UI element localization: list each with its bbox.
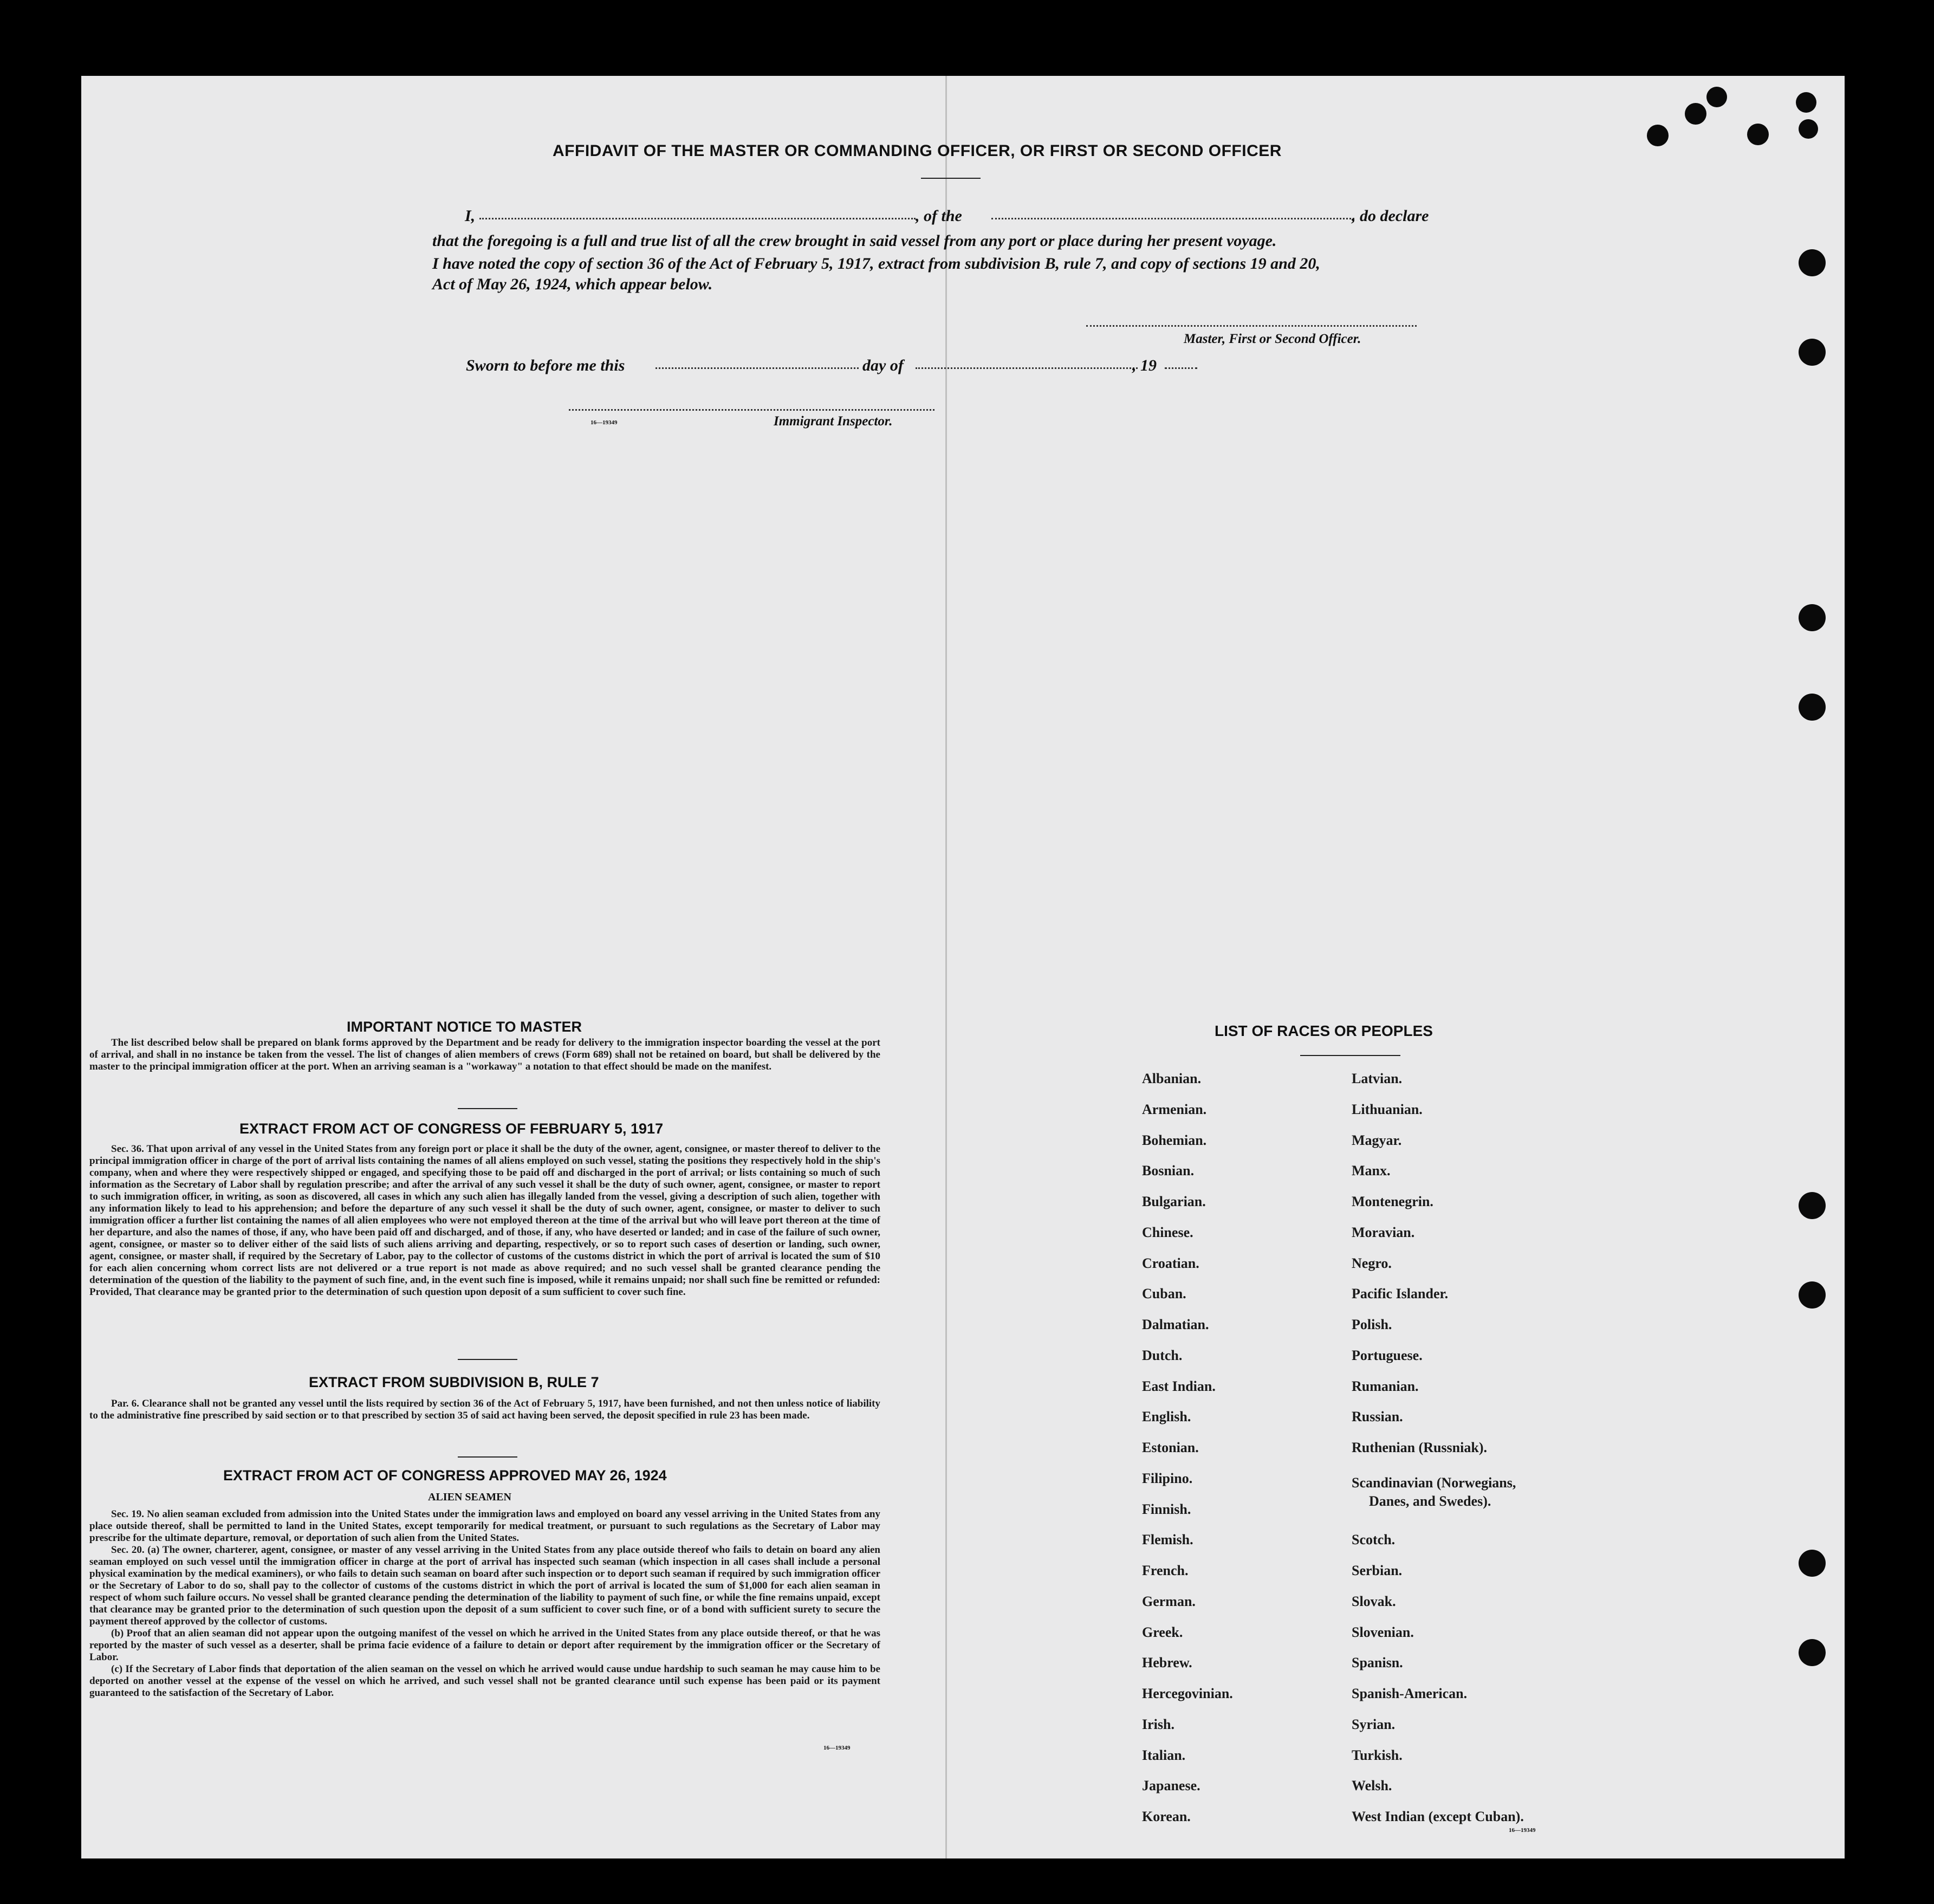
affidavit-line3: I have noted the copy of section 36 of the Act of February 5, 1917, extract from subdivision B, rule 7, and copy of sections 19 and 20, — [432, 255, 1320, 273]
race-item: Spanisn. — [1352, 1655, 1403, 1670]
form-number: 16—19349 — [590, 419, 618, 426]
race-item: Flemish. — [1142, 1532, 1193, 1547]
races-title: LIST OF RACES OR PEOPLES — [1215, 1022, 1433, 1039]
extract-1924-body — [89, 1508, 880, 1699]
punch-hole — [1799, 1192, 1826, 1219]
year-label: , 19 — [1132, 357, 1157, 374]
race-item: Hebrew. — [1142, 1655, 1192, 1670]
divider — [458, 1456, 517, 1458]
race-item: Estonian. — [1142, 1440, 1199, 1455]
center-fold — [945, 76, 947, 1858]
punch-hole — [1747, 124, 1769, 145]
affidavit-i: I, — [465, 207, 476, 225]
section-20c: (c) If the Secretary of Labor finds that deportation of the alien seaman on the vessel on which he arrived would cause undue hardship to such seaman he may cause him to be deported on another vessel at the expense of the vessel on which he arrived, and such vessel shall not be granted clearance until such expense has been paid or its payment guaranteed to the satisfaction of the Secretary of Labor. — [89, 1663, 880, 1699]
extract-1917-title: EXTRACT FROM ACT OF CONGRESS OF FEBRUARY 5, 1917 — [239, 1121, 664, 1137]
form-number: 16—19349 — [1509, 1827, 1536, 1834]
punch-hole — [1799, 694, 1826, 721]
punch-hole — [1647, 125, 1669, 146]
race-item: Rumanian. — [1352, 1378, 1419, 1394]
race-item: Manx. — [1352, 1163, 1391, 1178]
punch-hole — [1799, 339, 1826, 366]
race-item: Bosnian. — [1142, 1163, 1195, 1178]
race-item: Greek. — [1142, 1624, 1183, 1640]
section-19: Sec. 19. No alien seaman excluded from admission into the United States under the immigration laws and employed on board any vessel arriving in the United States from any place outside thereof, shall be permitted to land in the United States, except temporarily for medical treatment, or pursuant to such regulations as the Secretary of Labor may prescribe for the ultimate departure, removal, or deportation of such alien from the United States. — [89, 1508, 880, 1544]
race-item: Bulgarian. — [1142, 1194, 1206, 1209]
race-item: East Indian. — [1142, 1378, 1216, 1394]
sworn-label: Sworn to before me this — [466, 357, 625, 374]
punch-hole — [1799, 1639, 1826, 1666]
race-item: Armenian. — [1142, 1102, 1207, 1117]
race-item: Latvian. — [1352, 1071, 1403, 1086]
race-item: Russian. — [1352, 1409, 1403, 1424]
day-of-label: day of — [862, 357, 904, 374]
race-item: Korean. — [1142, 1809, 1191, 1824]
race-item: English. — [1142, 1409, 1191, 1424]
race-item: Cuban. — [1142, 1286, 1186, 1301]
race-item: Spanish-American. — [1352, 1686, 1468, 1701]
master-signature-label: Master, First or Second Officer. — [1184, 332, 1361, 346]
punch-hole — [1799, 249, 1826, 276]
inspector-label: Immigrant Inspector. — [774, 414, 893, 429]
year-blank[interactable] — [1165, 367, 1197, 369]
race-item: Hercegovinian. — [1142, 1686, 1233, 1701]
race-item: Lithuanian. — [1352, 1102, 1423, 1117]
race-item: Scandinavian (Norwegians, — [1352, 1475, 1516, 1491]
extract-1917-body: Sec. 36. That upon arrival of any vessel in the United States from any foreign port or place it shall be the duty of the owner, agent, consignee, or master thereof to deliver to the principal immigration officer in charge of the port of arrival lists containing the names of all aliens employed on such vessel, stating the positions they respectively hold in the ship's company, when and where they were respectively shipped or engaged, and specifying those to be paid off and discharged in the port of arrival; or lists containing so much of such information as the Secretary of Labor shall by regulation prescribe; and after the arrival of any such vessel it shall be the duty of such owner, agent, consignee, or master to report to such immigration officer, in writing, as soon as discovered, all cases in which any such alien has illegally landed from the vessel, giving a description of such alien, together with any information likely to lead to his apprehension; and before the departure of any such vessel it shall be the duty of such owner, agent, consignee, or master to deliver to such immigration officer a further list containing the names of all alien employees who were not employed thereon at the time of the arrival but who will leave port thereon at the time of her departure, and also the names of those, if any, who have been paid off and discharged, and of those, if any, who have deserted or landed; and in case of the failure of such owner, agent, consignee, or master so to deliver either of the said lists of such aliens arriving and departing, respectively, or so to report such cases of desertion or landing, such owner, agent, consignee, or master shall, if required by the Secretary of Labor, pay to the collector of customs of the customs district in which the port of arrival is located the sum of $10 for each alien concerning whom correct lists are not delivered or a true report is not made as above required; and no such vessel shall be granted clearance pending the determination of the question of the liability to the payment of such fine, and, in the event such fine is imposed, while it remains unpaid; nor shall such fine be remitted or refunded: Provided, That clearance may be granted prior to the determination of such question upon deposit of a sum sufficient to cover such fine. — [89, 1143, 880, 1298]
divider — [1300, 1055, 1400, 1056]
punch-hole — [1799, 1550, 1826, 1577]
race-item: Danes, and Swedes). — [1369, 1493, 1491, 1509]
punch-hole — [1796, 92, 1816, 113]
master-signature-line[interactable] — [1086, 325, 1417, 327]
race-item: Syrian. — [1352, 1717, 1396, 1732]
affidavit-of-the: , of the — [916, 207, 962, 225]
sworn-month-blank[interactable] — [916, 367, 1138, 369]
extract-1924-subtitle: ALIEN SEAMEN — [428, 1491, 511, 1503]
race-item: Filipino. — [1142, 1471, 1193, 1486]
race-item: German. — [1142, 1594, 1196, 1609]
race-item: Albanian. — [1142, 1071, 1202, 1086]
punch-hole — [1799, 1281, 1826, 1309]
race-item: Portuguese. — [1352, 1348, 1423, 1363]
name-blank[interactable] — [479, 218, 916, 219]
extract-1924-title: EXTRACT FROM ACT OF CONGRESS APPROVED MAY 26, 1924 — [223, 1467, 667, 1484]
subdivision-title: EXTRACT FROM SUBDIVISION B, RULE 7 — [309, 1374, 599, 1390]
section-20b: (b) Proof that an alien seaman did not appear upon the outgoing manifest of the vessel on which he arrived in the United States from any place outside thereof, or that he was reported by the master of such vessel as a deserter, shall be prima facie evidence of a failure to detain or deport after requirement by the immigration officer or the Secretary of Labor. — [89, 1628, 880, 1663]
race-item: Serbian. — [1352, 1563, 1403, 1578]
race-item: West Indian (except Cuban). — [1352, 1809, 1524, 1824]
race-item: Slovak. — [1352, 1594, 1396, 1609]
punch-hole — [1706, 87, 1727, 107]
race-item: Pacific Islander. — [1352, 1286, 1449, 1301]
section-20a: Sec. 20. (a) The owner, charterer, agent, consignee, or master of any vessel arriving in the United States from any place outside thereof who fails to detain on board any alien seaman employed on such vessel until the immigration officer in charge at the port of arrival has inspected such seaman (which inspection in all cases shall include a personal physical examination by the medical examiners), or who fails to detain such seaman on board after such inspection or to deport such seaman if required by such immigration officer or the Secretary of Labor to do so, shall pay to the collector of customs of the customs district in which the port of arrival is located the sum of $1,000 for each alien seaman in respect of whom such failure occurs. No vessel shall be granted clearance pending the determination of the liability to payment of such fine, or while the fine remains unpaid, except that clearance may be granted prior to the determination of such question upon the deposit of a sum sufficient to cover such fine, or of a bond with sufficient surety to secure the payment thereof approved by the collector of customs. — [89, 1544, 880, 1627]
race-item: Negro. — [1352, 1255, 1392, 1271]
race-item: Montenegrin. — [1352, 1194, 1433, 1209]
race-item: Welsh. — [1352, 1778, 1392, 1793]
race-item: Chinese. — [1142, 1225, 1193, 1240]
affidavit-line2: that the foregoing is a full and true list of all the crew brought in said vessel from any port or place during her present voyage. — [432, 232, 1277, 250]
divider — [458, 1359, 517, 1360]
inspector-signature-line[interactable] — [569, 409, 934, 411]
notice-title: IMPORTANT NOTICE TO MASTER — [347, 1019, 582, 1035]
race-item: Dalmatian. — [1142, 1317, 1209, 1332]
affidavit-do-declare: , do declare — [1352, 207, 1429, 225]
race-item: Irish. — [1142, 1717, 1174, 1732]
divider — [921, 178, 981, 179]
race-item: Finnish. — [1142, 1501, 1191, 1517]
race-item: French. — [1142, 1563, 1189, 1578]
race-item: Ruthenian (Russniak). — [1352, 1440, 1487, 1455]
sworn-day-blank[interactable] — [656, 367, 859, 369]
race-item: Polish. — [1352, 1317, 1392, 1332]
vessel-blank[interactable] — [991, 218, 1354, 219]
affidavit-line4: Act of May 26, 1924, which appear below. — [432, 275, 713, 293]
subdivision-body: Par. 6. Clearance shall not be granted any vessel until the lists required by section 36 of the Act of February 5, 1917, have been furnished, and not then unless notice of liability to the administrative fine prescribed by said section or to that prescribed by section 35 of said act having been served, the deposit specified in rule 23 has been made. — [89, 1398, 880, 1421]
race-item: Moravian. — [1352, 1225, 1415, 1240]
race-item: Bohemian. — [1142, 1132, 1207, 1148]
race-item: Japanese. — [1142, 1778, 1200, 1793]
race-item: Scotch. — [1352, 1532, 1396, 1547]
notice-body: The list described below shall be prepared on blank forms approved by the Department and be ready for delivery to the immigration inspector boarding the vessel at the port of arrival, and shall in no instance be taken from the vessel. The list of changes of alien members of crews (Form 689) shall not be retained on board, but shall be delivered by the master to the principal immigration officer at the port. When an arriving seaman is a "workaway" a notation to that effect should be made on the manifest. — [89, 1037, 880, 1072]
form-number: 16—19349 — [823, 1745, 851, 1751]
punch-hole — [1799, 119, 1818, 139]
race-item: Croatian. — [1142, 1255, 1199, 1271]
race-item: Italian. — [1142, 1747, 1186, 1763]
race-item: Dutch. — [1142, 1348, 1183, 1363]
race-item: Turkish. — [1352, 1747, 1403, 1763]
punch-hole — [1685, 103, 1706, 125]
divider — [458, 1108, 517, 1109]
affidavit-title: AFFIDAVIT OF THE MASTER OR COMMANDING OFFICER, OR FIRST OR SECOND OFFICER — [553, 142, 1282, 160]
punch-hole — [1799, 604, 1826, 631]
race-item: Slovenian. — [1352, 1624, 1414, 1640]
race-item: Magyar. — [1352, 1132, 1402, 1148]
